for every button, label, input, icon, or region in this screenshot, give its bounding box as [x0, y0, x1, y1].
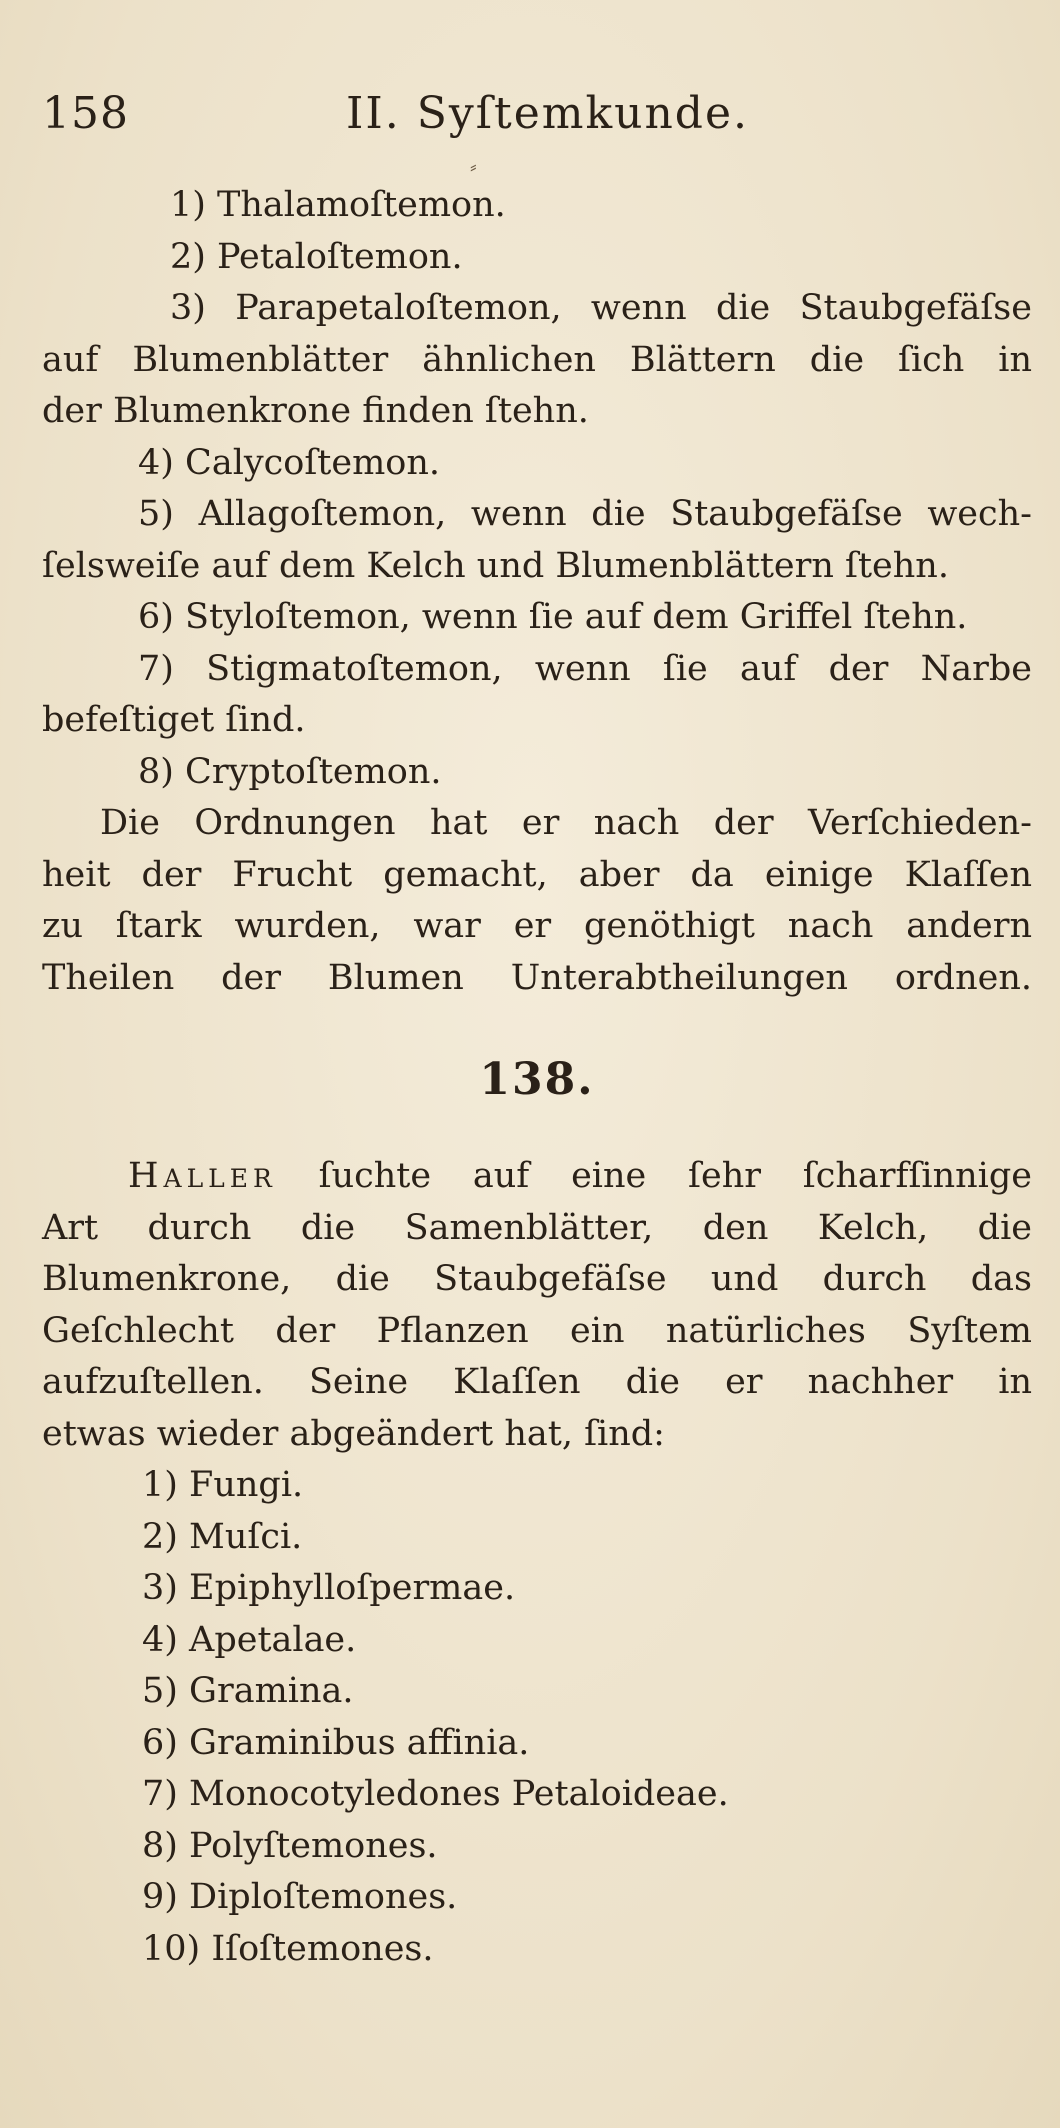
list-item: 6) Styloſtemon, wenn ſie auf dem Griffel ſtehn.	[138, 597, 968, 637]
list-item: 8) Cryptoſtemon.	[138, 751, 442, 792]
paragraph-text: ſuchte auf eine ſehr ſcharfſinnige	[318, 1156, 1032, 1196]
paragraph-line: Blumenkrone, die Staubgefäſse und durch das	[42, 1259, 1032, 1299]
list-item: 1) Thalamoſtemon.	[170, 185, 506, 225]
paragraph-line: zu ſtark wurden, war er genöthigt nach andern	[42, 906, 1032, 946]
paragraph-line: etwas wieder abgeändert hat, ſind:	[42, 1413, 665, 1454]
paragraph-line: 5) Allagoſtemon, wenn die Staubgefäſse wech-	[138, 494, 1032, 534]
paragraph-line: Theilen der Blumen Unterabtheilungen ordnen.	[42, 957, 1032, 998]
list-item: 6) Graminibus affinia.	[142, 1722, 530, 1763]
list-item: 7) Monocotyledones Petaloideae.	[142, 1774, 729, 1814]
paragraph-line: 7) Stigmatoſtemon, wenn ſie auf der Narbe	[138, 648, 1032, 689]
list-item: 5) Gramina.	[142, 1671, 354, 1711]
section-number: 138.	[479, 1054, 595, 1105]
paragraph-line: auf Blumenblätter ähnlichen Blättern die ſich in	[42, 339, 1032, 380]
paragraph-line: befeſtiget ſind.	[42, 700, 306, 740]
paragraph-line: Geſchlecht der Pflanzen ein natürliches Syſtem	[42, 1310, 1032, 1351]
page-header	[0, 88, 1060, 178]
paragraph-line	[42, 1151, 1032, 1203]
list-item: 2) Muſci.	[142, 1516, 303, 1557]
paragraph-line: ſelsweiſe auf dem Kelch und Blumenblättern ſtehn.	[42, 545, 949, 586]
page-number: 158	[42, 88, 129, 139]
page-body	[42, 180, 1032, 1975]
list-item: 8) Polyſtemones.	[142, 1825, 438, 1866]
paragraph-line: der Blumenkrone finden ſtehn.	[42, 391, 589, 431]
paragraph-line: aufzuſtellen. Seine Klaſſen die er nachher in	[42, 1362, 1032, 1402]
paragraph-line: heit der Frucht gemacht, aber da einige Klaſſen	[42, 854, 1032, 895]
list-item: 9) Diploſtemones.	[142, 1877, 458, 1917]
running-head: II. Syſtemkunde.	[346, 88, 749, 139]
list-item: 10) Iſoſtemones.	[142, 1928, 434, 1969]
author-name: Haller	[128, 1156, 277, 1196]
list-item: 3) Epiphylloſpermae.	[142, 1568, 516, 1608]
list-item: 2) Petaloſtemon.	[170, 236, 463, 277]
list-item: 1) Fungi.	[142, 1465, 304, 1505]
list-item: 4) Calycoſtemon.	[138, 442, 440, 483]
paragraph-line: 3) Parapetaloſtemon, wenn die Staubgefäſse	[170, 288, 1032, 328]
list-item: 4) Apetalae.	[142, 1619, 357, 1660]
paragraph-line: Die Ordnungen hat er nach der Verſchieden-	[100, 803, 1032, 843]
header-ornament: ⸗	[470, 154, 477, 178]
paragraph-line: Art durch die Samenblätter, den Kelch, die	[42, 1207, 1032, 1248]
